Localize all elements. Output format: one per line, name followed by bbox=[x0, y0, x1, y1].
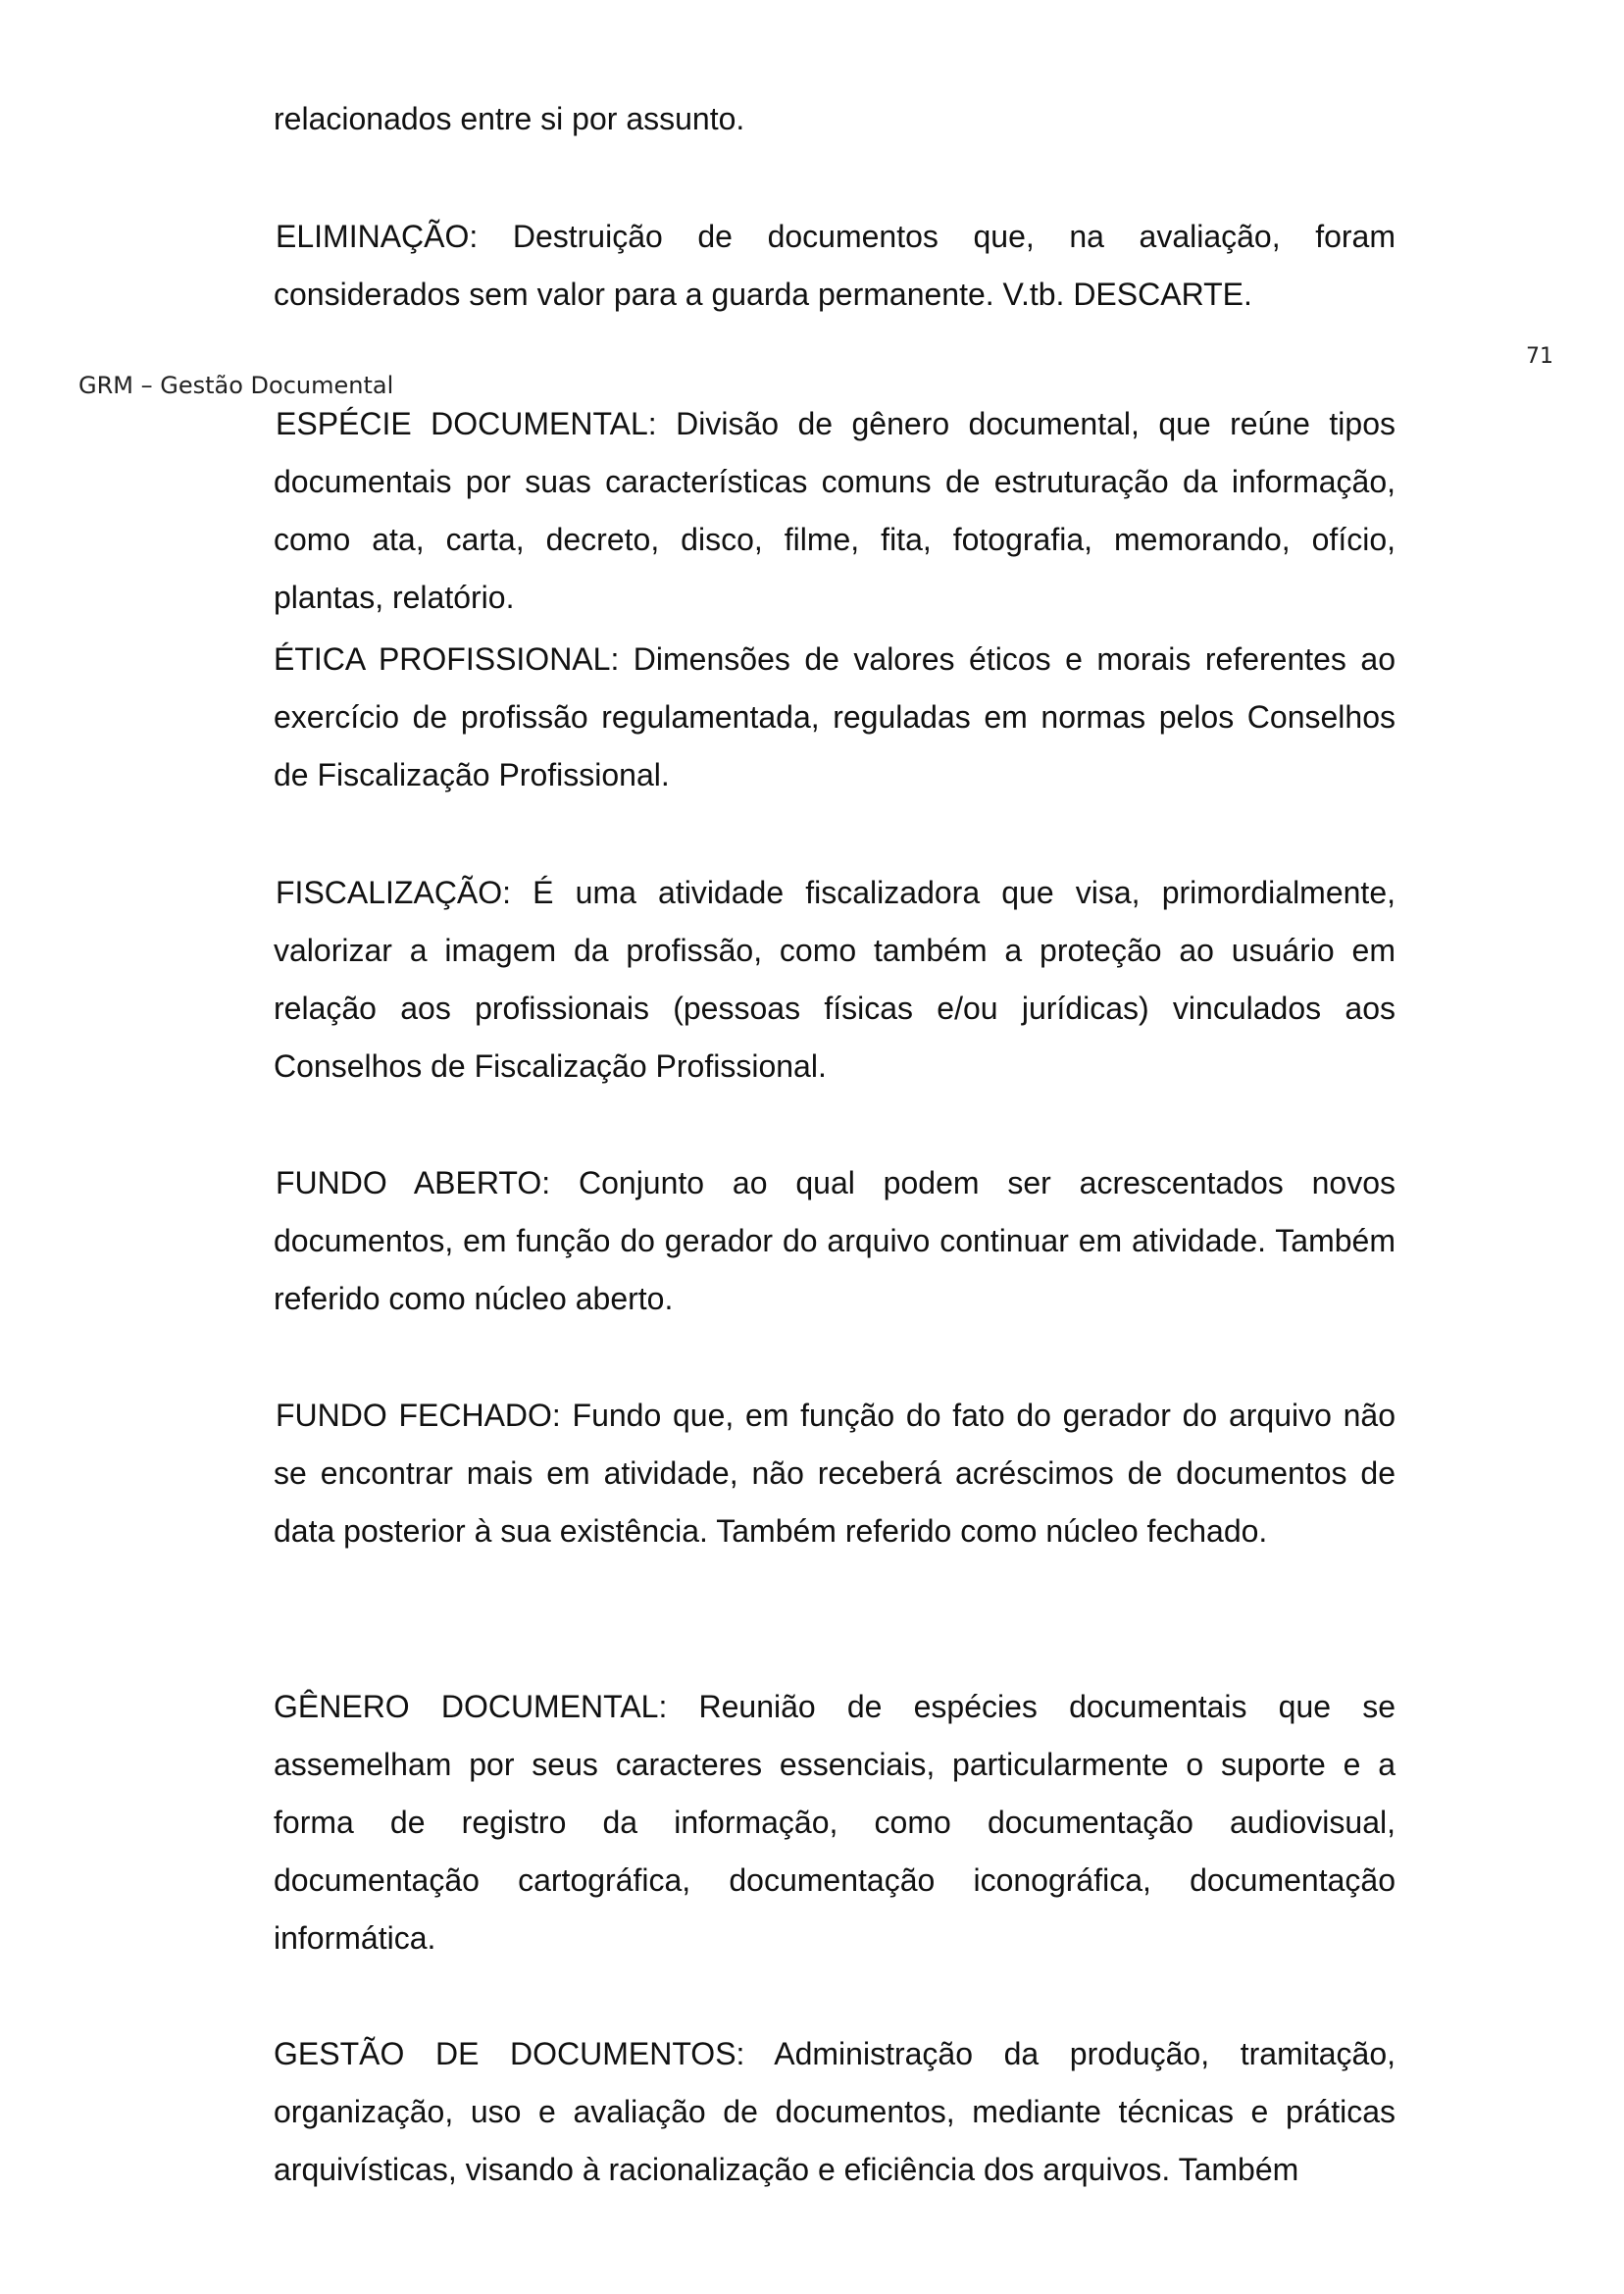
paragraph-especie-documental: ESPÉCIE DOCUMENTAL: Divisão de gênero documental, que reúne tipos documentais por suas características comuns de estruturação da informação, como ata, carta, decreto, disco, filme, fita, fotografia, memorando, ofício, plantas, relatório. bbox=[274, 406, 1396, 615]
paragraph-continuation: relacionados entre si por assunto. bbox=[274, 101, 745, 136]
paragraph-gestao-de-documentos: GESTÃO DE DOCUMENTOS: Administração da produção, tramitação, organização, uso e avaliação de documentos, mediante técnicas e práticas arquivísticas, visando à racionalização e eficiência dos arquivos. Também bbox=[274, 2036, 1396, 2187]
paragraph-eliminacao: ELIMINAÇÃO: Destruição de documentos que, na avaliação, foram considerados sem valor para a guarda permanente. V.tb. DESCARTE. bbox=[274, 219, 1396, 312]
paragraph-fundo-aberto: FUNDO ABERTO: Conjunto ao qual podem ser acrescentados novos documentos, em função do gerador do arquivo continuar em atividade. Também referido como núcleo aberto. bbox=[274, 1165, 1396, 1316]
paragraph-etica-profissional: ÉTICA PROFISSIONAL: Dimensões de valores éticos e morais referentes ao exercício de profissão regulamentada, reguladas em normas pelos Conselhos de Fiscalização Profissional. bbox=[274, 641, 1396, 792]
running-header: GRM – Gestão Documental bbox=[78, 372, 394, 399]
page-number: 71 bbox=[1526, 344, 1553, 369]
paragraph-fiscalizacao: FISCALIZAÇÃO: É uma atividade fiscalizadora que visa, primordialmente, valorizar a imagem da profissão, como também a proteção ao usuário em relação aos profissionais (pessoas físicas e/ou jurídicas) vinculados aos Conselhos de Fiscalização Profissional. bbox=[274, 875, 1396, 1084]
paragraph-genero-documental: GÊNERO DOCUMENTAL: Reunião de espécies documentais que se assemelham por seus caracteres essenciais, particularmente o suporte e a forma de registro da informação, como documentação audiovisual, documentação cartográfica, documentação iconográfica, documentação informática. bbox=[274, 1689, 1396, 1956]
paragraph-fundo-fechado: FUNDO FECHADO: Fundo que, em função do fato do gerador do arquivo não se encontrar mais em atividade, não receberá acréscimos de documentos de data posterior à sua existência. Também referido como núcleo fechado. bbox=[274, 1398, 1396, 1549]
